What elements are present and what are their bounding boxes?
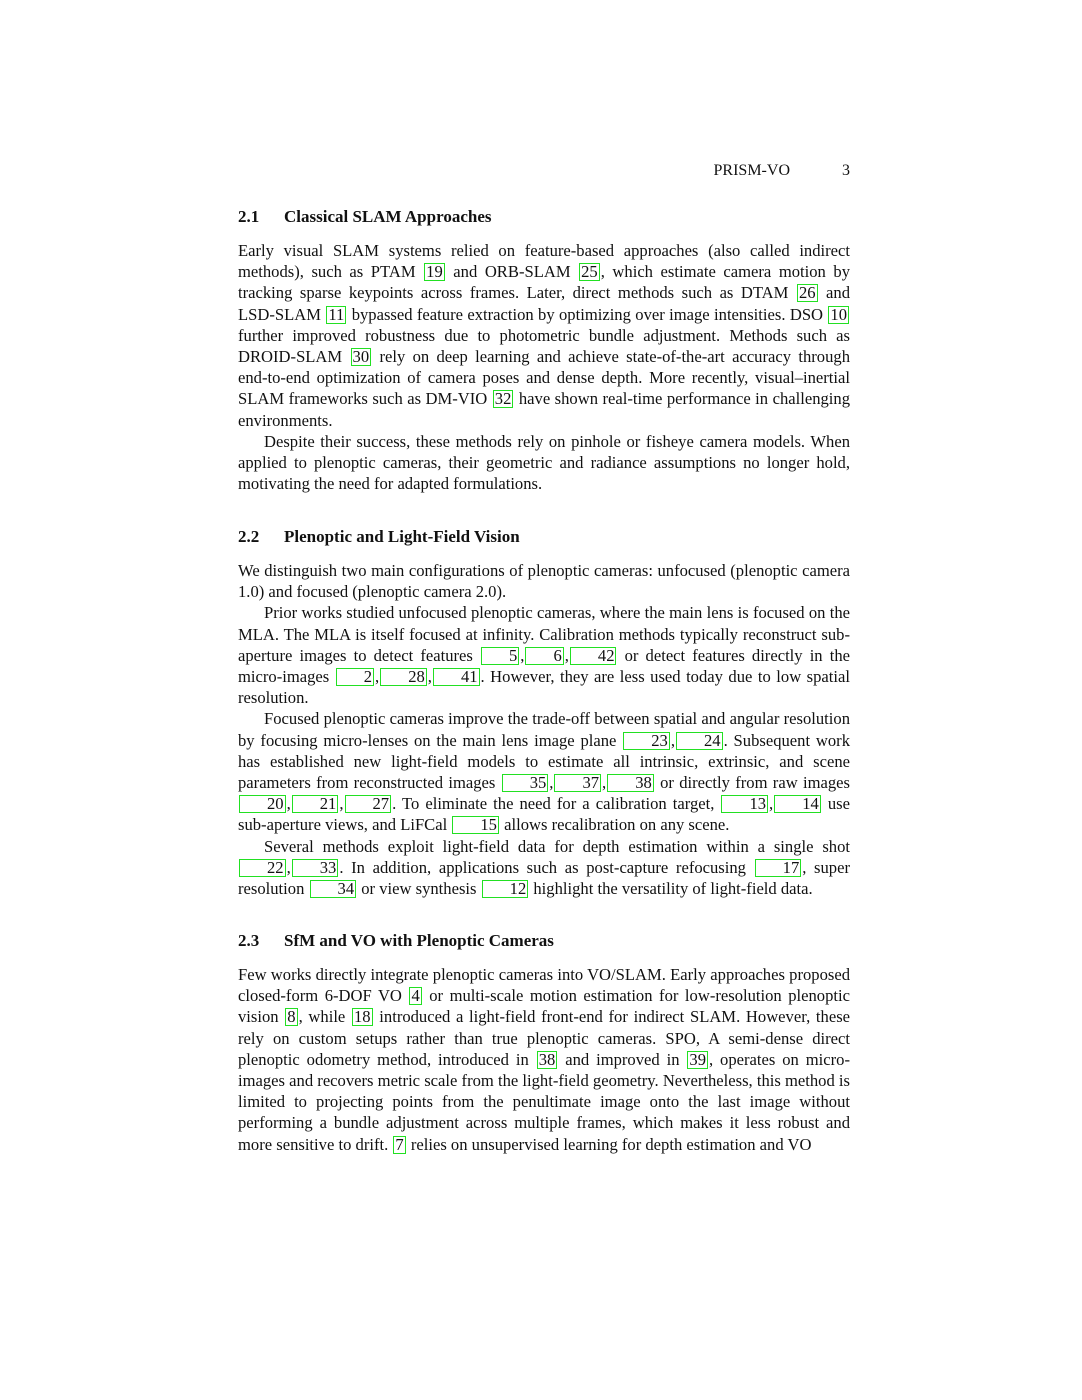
citation-link[interactable]: 27 bbox=[345, 795, 392, 813]
citation-link[interactable]: 30 bbox=[352, 347, 370, 367]
citation-link[interactable]: 34 bbox=[310, 880, 357, 898]
paragraph bbox=[238, 240, 850, 431]
paragraph-text: or multi-scale motion estimation for low-resolution plenoptic vision bbox=[238, 986, 850, 1027]
section-title: SfM and VO with Plenoptic Cameras bbox=[284, 931, 554, 950]
citation-link[interactable]: 19 bbox=[426, 262, 443, 282]
citation-link[interactable]: 7 bbox=[395, 1134, 404, 1154]
section-body bbox=[238, 560, 850, 899]
paragraph-text: have shown real-time performance in challenging environments. bbox=[238, 389, 850, 430]
paragraph-text: introduced a light-field front-end for indirect SLAM. However, these rely on custom setups rather than true plenoptic cameras. SPO, A semi-dense direct plenoptic odometry method, introduced in bbox=[238, 1007, 851, 1069]
citation-link[interactable]: 32 bbox=[494, 389, 512, 409]
citation-link[interactable]: 8 bbox=[287, 1007, 296, 1027]
paragraph-text: , super resolution bbox=[238, 857, 850, 899]
paragraph-text: , bbox=[670, 730, 675, 750]
paragraph bbox=[238, 708, 850, 835]
section-classical-slam bbox=[238, 206, 850, 494]
citation-link[interactable]: 10 bbox=[830, 304, 847, 324]
citation-link[interactable]: 5 bbox=[481, 647, 519, 665]
citation-link[interactable]: 37 bbox=[554, 774, 601, 792]
paragraph-text: , bbox=[286, 857, 291, 877]
citation-link[interactable]: 23 bbox=[623, 732, 670, 750]
section-number: 2.1 bbox=[238, 207, 260, 226]
citation-link[interactable]: 15 bbox=[452, 816, 499, 834]
citation-link[interactable]: 4 bbox=[411, 986, 420, 1006]
page-number: 3 bbox=[842, 162, 850, 179]
citation-link[interactable]: 38 bbox=[607, 774, 654, 792]
citation-link[interactable]: 42 bbox=[570, 647, 617, 665]
paragraph bbox=[238, 602, 850, 708]
paragraph-text: use sub-aperture views, and LiFCal bbox=[238, 794, 850, 835]
section-heading bbox=[238, 206, 850, 228]
paragraph-text: , operates on micro-images and recovers metric scale from the light-field geometry. Nevertheless, this method is limited to projecting points from the penultimate image onto the last image without performing a bundle adjustment across multiple frames, which makes it less robust and more sensitive to drift. bbox=[238, 1049, 850, 1154]
paragraph-text: . To eliminate the need for a calibration target, bbox=[392, 794, 721, 814]
paragraph-text: or detect features directly in the micro-images bbox=[238, 645, 850, 687]
section-number: 2.2 bbox=[238, 527, 260, 546]
citation-link[interactable]: 22 bbox=[239, 859, 286, 877]
paragraph-text: , bbox=[769, 794, 774, 814]
citation-link[interactable]: 24 bbox=[676, 732, 723, 750]
citation-link[interactable]: 41 bbox=[433, 668, 480, 686]
paragraph-text: , bbox=[286, 794, 291, 814]
paragraph-text: , bbox=[602, 773, 607, 793]
paragraph-text: . However, they are less used today due to low spatial resolution. bbox=[238, 667, 850, 708]
section-heading bbox=[238, 930, 850, 952]
citation-link[interactable]: 14 bbox=[774, 795, 821, 813]
paragraph-text: We distinguish two main configurations of plenoptic cameras: unfocused (plenoptic camera 1.0) and focused (plenoptic camera 2.0). bbox=[238, 561, 850, 602]
paragraph-text: , bbox=[339, 794, 344, 814]
section-body bbox=[238, 240, 850, 494]
citation-link[interactable]: 26 bbox=[798, 283, 816, 303]
paragraph-text: , bbox=[427, 667, 432, 687]
paragraph-text: or directly from raw images bbox=[654, 773, 850, 793]
paragraph-text: , bbox=[375, 667, 380, 687]
citation-link[interactable]: 20 bbox=[239, 795, 286, 813]
paragraph bbox=[238, 560, 850, 602]
paragraph-text: Early visual SLAM systems relied on feature-based approaches (also called indirect methods), such as PTAM bbox=[238, 241, 850, 282]
citation-link[interactable]: 33 bbox=[292, 859, 339, 877]
paragraph-text: Prior works studied unfocused plenoptic cameras, where the main lens is focused on the MLA. The MLA is itself focused at infinity. Calibration methods typically reconstruct sub-aperture images to detect features bbox=[238, 603, 850, 665]
paragraph-text: , bbox=[564, 645, 569, 665]
section-sfm-vo-plenoptic bbox=[238, 930, 850, 1155]
citation-link[interactable]: 12 bbox=[482, 880, 529, 898]
paragraph bbox=[238, 964, 850, 1155]
citation-link[interactable]: 28 bbox=[380, 668, 427, 686]
paragraph-text: , bbox=[520, 645, 525, 665]
citation-link[interactable]: 6 bbox=[525, 647, 563, 665]
paragraph bbox=[238, 836, 850, 900]
paragraph-text: Few works directly integrate plenoptic cameras into VO/SLAM. Early approaches proposed closed-form 6-DOF VO bbox=[238, 965, 850, 1006]
citation-link[interactable]: 17 bbox=[755, 859, 802, 877]
paragraph-text: Despite their success, these methods rely on pinhole or fisheye camera models. When applied to plenoptic cameras, their geometric and radiance assumptions no longer hold, motivating the need for adapted formulations. bbox=[238, 431, 850, 494]
citation-link[interactable]: 35 bbox=[502, 774, 549, 792]
paragraph-text: relies on unsupervised learning for depth estimation and VO bbox=[406, 1134, 812, 1154]
section-plenoptic-vision bbox=[238, 526, 850, 899]
paragraph-text: and LSD-SLAM bbox=[238, 283, 850, 324]
running-header bbox=[714, 160, 850, 182]
paragraph-text: bypassed feature extraction by optimizing over image intensities. DSO bbox=[347, 304, 828, 324]
paragraph-text: further improved robustness due to photometric bundle adjustment. Methods such as DROID-SLAM bbox=[238, 325, 850, 367]
section-title: Classical SLAM Approaches bbox=[284, 207, 492, 226]
citation-link[interactable]: 11 bbox=[328, 304, 345, 324]
paragraph-text: allows recalibration on any scene. bbox=[499, 815, 730, 835]
paragraph-text: , bbox=[549, 773, 554, 793]
paragraph-text: Several methods exploit light-field data for depth estimation within a single shot bbox=[264, 836, 850, 856]
paragraph-text: , which estimate camera motion by tracking sparse keypoints across frames. Later, direct methods such as DTAM bbox=[238, 262, 850, 303]
paragraph-text: or view synthesis bbox=[357, 879, 481, 899]
paragraph-text: . Subsequent work has established new light-field models to estimate all intrinsic, extrinsic, and scene parameters from reconstructed images bbox=[238, 730, 850, 793]
section-number: 2.3 bbox=[238, 931, 260, 950]
citation-link[interactable]: 18 bbox=[354, 1007, 371, 1027]
citation-link[interactable]: 38 bbox=[538, 1049, 556, 1069]
paragraph bbox=[238, 431, 850, 495]
paragraph-text: Focused plenoptic cameras improve the trade-off between spatial and angular resolution by focusing micro-lenses on the main lens image plane bbox=[238, 709, 850, 750]
paragraph-text: and improved in bbox=[558, 1049, 687, 1069]
section-title: Plenoptic and Light-Field Vision bbox=[284, 527, 520, 546]
citation-link[interactable]: 25 bbox=[581, 262, 598, 282]
paragraph-text: , while bbox=[298, 1007, 351, 1027]
paragraph-text: . In addition, applications such as post-capture refocusing bbox=[339, 857, 754, 877]
paragraph-text: rely on deep learning and achieve state-of-the-art accuracy through end-to-end optimization of camera poses and dense depth. More recently, visual–inertial SLAM frameworks such as DM-VIO bbox=[238, 347, 850, 409]
running-title: PRISM-VO bbox=[713, 162, 790, 179]
citation-link[interactable]: 2 bbox=[336, 668, 374, 686]
section-body bbox=[238, 964, 850, 1155]
citation-link[interactable]: 13 bbox=[721, 795, 768, 813]
paragraph-text: and ORB-SLAM bbox=[445, 262, 579, 282]
citation-link[interactable]: 39 bbox=[689, 1049, 706, 1069]
section-heading bbox=[238, 526, 850, 548]
citation-link[interactable]: 21 bbox=[292, 795, 339, 813]
paragraph-text: highlight the versatility of light-field data. bbox=[529, 879, 813, 899]
